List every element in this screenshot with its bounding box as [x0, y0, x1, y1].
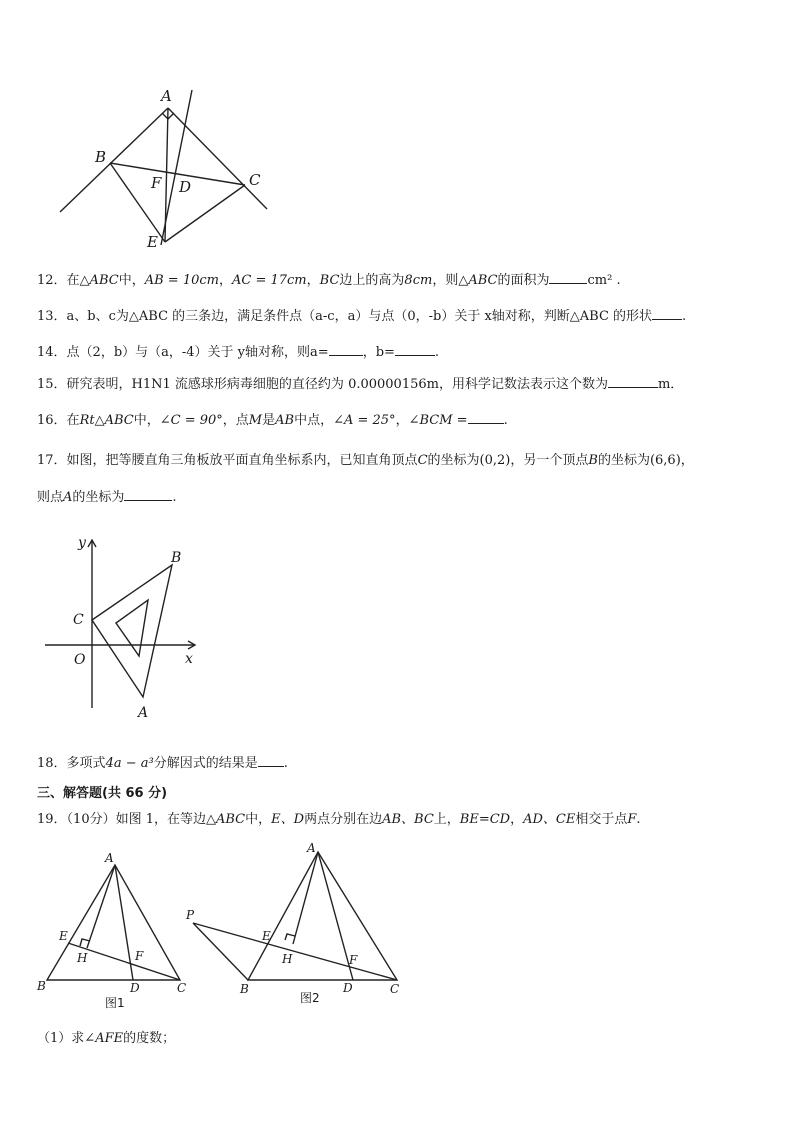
sub1-text-a: 求: [71, 1031, 85, 1046]
q16-angle-c: ∠C = 90°: [159, 413, 223, 428]
q14-end: .: [434, 345, 440, 360]
q17-text-c: ，另一个顶点: [510, 453, 589, 468]
q17-line2-b: 的坐标为: [72, 490, 125, 505]
q12-text-e: 的面积为: [497, 273, 550, 288]
q12-text-c: 边上的高为: [339, 273, 405, 288]
q18-expression: 4a − a³: [105, 756, 154, 771]
answer-blank-a[interactable]: [329, 343, 363, 356]
fig2-segment-pb: [193, 923, 248, 980]
q18-number: 18．: [37, 756, 67, 771]
question-14: [37, 343, 439, 362]
segment-line-d: [161, 90, 192, 245]
fig1-label-h: H: [77, 951, 88, 965]
q12-end: .: [616, 273, 621, 288]
q17-point-b: B: [588, 453, 598, 468]
q12-ab: AB = 10cm: [144, 273, 219, 288]
q16-text-b: 中，: [133, 413, 160, 428]
q17-text-a: 如图，把等腰直角三角板放平面直角坐标系内，已知直角顶点: [66, 453, 418, 468]
q16-ab: AB: [275, 413, 295, 428]
q17-text-b: 的坐标为: [427, 453, 480, 468]
q19-lines: AD、CE: [523, 812, 576, 827]
q16-angle-a: ∠A = 25°: [333, 413, 396, 428]
fig2-segment-ad: [318, 852, 353, 980]
q19-score: （10分）: [66, 812, 116, 827]
q17-point-a: A: [63, 490, 73, 505]
fig2-triangle-abc: [248, 852, 397, 980]
answer-blank[interactable]: [124, 488, 172, 501]
answer-blank[interactable]: [549, 271, 587, 284]
q19-points-ed: E、D: [271, 812, 305, 827]
q18-text-b: 分解因式的结果是: [153, 756, 258, 771]
label-o: O: [74, 652, 86, 668]
q12-text-d: ，则: [432, 273, 459, 288]
question-12: [37, 271, 621, 290]
label-f: F: [151, 174, 162, 192]
q16-text-c: ，点: [222, 413, 249, 428]
fig2-label-f: F: [349, 953, 358, 967]
q19-text-c: 两点分别在边: [304, 812, 383, 827]
q12-height: 8cm: [404, 273, 433, 288]
sub1-text-b: 的度数；: [123, 1031, 176, 1046]
label-e: E: [147, 233, 158, 251]
label-x: x: [185, 651, 193, 667]
question-18: [37, 754, 288, 773]
q17-coord-b: (6,6): [649, 453, 681, 468]
label-c: C: [249, 171, 261, 189]
q15-number: 15．: [37, 377, 67, 392]
fig2-segment-ah: [293, 852, 318, 944]
figure-17-coordinate-plane: [45, 535, 205, 725]
fig2-label-c: C: [390, 982, 400, 996]
section-heading: 三、解答题(共 66 分): [37, 786, 168, 801]
q12-sep-2: ，: [306, 273, 320, 288]
q19-sides: AB、BC: [382, 812, 434, 827]
q19-text-a: 如图 1，在等边: [115, 812, 206, 827]
question-16: [37, 411, 508, 430]
answer-blank-b[interactable]: [395, 343, 435, 356]
q17-text-d: 的坐标为: [597, 453, 650, 468]
q16-text-e: 中点，: [294, 413, 334, 428]
label-b: B: [95, 148, 107, 166]
fig1-label-d: D: [130, 981, 140, 995]
q13-number: 13．: [37, 309, 67, 324]
fig1-label-b: B: [37, 979, 46, 993]
label-b: B: [171, 550, 182, 566]
q14-text-a: 点（2，b）与（a，-4）关于 y轴对称，则a=: [66, 345, 329, 360]
label-a: A: [138, 705, 149, 721]
fig2-label-a: A: [307, 841, 316, 855]
triangle-inner: [116, 600, 148, 656]
q12-triangle-2: △ABC: [458, 273, 498, 288]
fig1-label-e: E: [59, 929, 68, 943]
figure-top-geometry: [55, 85, 275, 255]
q13-end: .: [682, 309, 687, 324]
fig2-caption: 图2: [300, 991, 320, 1005]
q15-text: 研究表明，H1N1 流感球形病毒细胞的直径约为 0.00000156m，用科学记数法表示这个数为: [66, 377, 608, 392]
q16-point-m: M: [248, 413, 263, 428]
q13-text: a、b、c为△ABC 的三条边，满足条件点（a-c，a）与点（0，-b）关于 x轴对称，判断△ABC 的形状: [66, 309, 653, 324]
q12-number: 12．: [37, 273, 67, 288]
fig2-right-angle-mark: [285, 934, 295, 940]
q17-number: 17．: [37, 453, 67, 468]
q12-unit: cm²: [587, 273, 613, 288]
q15-unit: m．: [657, 377, 684, 392]
fig2-label-p: P: [186, 908, 195, 922]
fig1-label-a: A: [105, 851, 114, 865]
q16-rt-triangle: Rt△ABC: [79, 413, 134, 428]
answer-blank[interactable]: [608, 375, 658, 388]
q17-text-e: ，: [680, 453, 694, 468]
answer-blank[interactable]: [652, 307, 682, 320]
q19-number: 19．: [37, 812, 67, 827]
q12-ac: AC = 17cm: [231, 273, 307, 288]
q19-text-b: 中，: [245, 812, 272, 827]
label-y: y: [78, 535, 86, 551]
fig2-label-e: E: [262, 929, 271, 943]
q19-text-f: 相交于点: [575, 812, 628, 827]
q18-end: .: [283, 756, 288, 771]
label-c: C: [73, 612, 84, 628]
fig2-label-h: H: [282, 952, 293, 966]
q19-subquestion-1: [37, 1030, 175, 1048]
q18-text-a: 多项式: [66, 756, 106, 771]
fig1-label-f: F: [135, 949, 144, 963]
sub1-number: （1）: [37, 1031, 72, 1046]
q19-condition: BE=CD: [459, 812, 511, 827]
q19-text-e: ，: [510, 812, 524, 827]
q16-angle-bcm: ∠BCM =: [408, 413, 468, 428]
fig2-label-d: D: [343, 981, 353, 995]
fig2-label-b: B: [240, 982, 249, 996]
q14-number: 14．: [37, 345, 67, 360]
fig1-caption: 图1: [105, 996, 125, 1010]
fig1-label-c: C: [177, 981, 187, 995]
line-left-extended: [60, 108, 168, 212]
q19-point-f: F: [627, 812, 637, 827]
q16-text-d: 是: [262, 413, 276, 428]
q12-bc: BC: [319, 273, 340, 288]
question-13: [37, 307, 686, 326]
q17-end: .: [172, 490, 177, 505]
q16-end: .: [503, 413, 508, 428]
q16-text-f: ，: [395, 413, 409, 428]
label-d: D: [179, 178, 192, 196]
answer-blank[interactable]: [468, 411, 504, 424]
question-15: [37, 375, 683, 394]
q19-triangle: △ABC: [206, 812, 246, 827]
triangle-outer: [92, 565, 172, 697]
q16-number: 16．: [37, 413, 67, 428]
q12-triangle-1: △ABC: [79, 273, 119, 288]
q12-sep-1: ，: [218, 273, 232, 288]
label-a: A: [161, 87, 172, 105]
question-17-line-2: [37, 488, 177, 507]
q16-text-a: 在: [66, 413, 80, 428]
q17-point-c: C: [417, 453, 428, 468]
question-17: [37, 452, 694, 470]
q19-end: .: [636, 812, 641, 827]
question-19: [37, 811, 641, 829]
q19-text-d: 上，: [433, 812, 460, 827]
q12-text-a: 在: [66, 273, 80, 288]
figure-19-diagrams: [35, 840, 415, 1015]
answer-blank[interactable]: [258, 754, 284, 767]
q17-coord-c: (0,2): [479, 453, 511, 468]
q17-line2-a: 则点: [37, 490, 64, 505]
q14-mid: ，b=: [362, 345, 395, 360]
q12-text-b: 中，: [118, 273, 145, 288]
sub1-angle: ∠AFE: [84, 1031, 124, 1046]
fig1-triangle-abc: [47, 865, 180, 980]
segment-ec: [165, 185, 245, 242]
